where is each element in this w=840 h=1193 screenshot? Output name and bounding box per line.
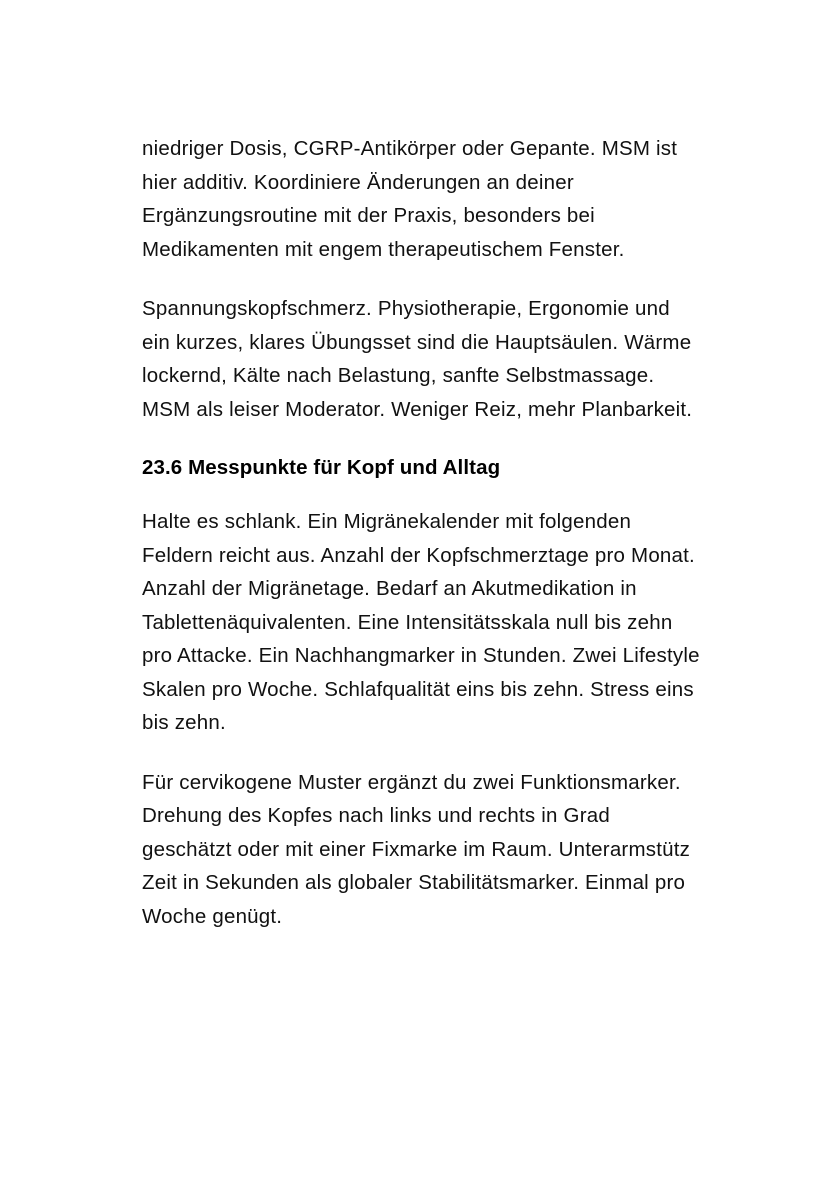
section-heading: 23.6 Messpunkte für Kopf und Alltag (142, 456, 501, 479)
body-paragraph: Spannungskopfschmerz. Physiotherapie, Ergonomie und ein kurzes, klares Übungsset sind die Hauptsäulen. Wärme lockernd, Kälte nach Belastung, sanfte Selbstmassage. MSM als leiser Moderator. Weniger Reiz, mehr Planbarkeit. (142, 297, 693, 421)
page-content (142, 132, 700, 933)
body-paragraph: Für cervikogene Muster ergänzt du zwei Funktionsmarker. Drehung des Kopfes nach links und rechts in Grad geschätzt oder mit einer Fixmarke im Raum. Unterarmstütz Zeit in Sekunden als globaler Stabilitätsmarker. Einmal pro Woche genügt. (142, 770, 691, 928)
body-paragraph: niedriger Dosis, CGRP-Antikörper oder Gepante. MSM ist hier additiv. Koordiniere Änderungen an deiner Ergänzungsroutine mit der Praxis, besonders bei Medikamenten mit engem therapeutischem Fenster. (142, 137, 678, 261)
body-paragraph: Halte es schlank. Ein Migränekalender mit folgenden Feldern reicht aus. Anzahl der Kopfschmerztage pro Monat. Anzahl der Migränetage. Bedarf an Akutmedikation in Tablettenäquivalenten. Eine Intensitätsskala null bis zehn pro Attacke. Ein Nachhangmarker in Stunden. Zwei Lifestyle Skalen pro Woche. Schlafqualität eins bis zehn. Stress eins bis zehn. (142, 510, 700, 734)
